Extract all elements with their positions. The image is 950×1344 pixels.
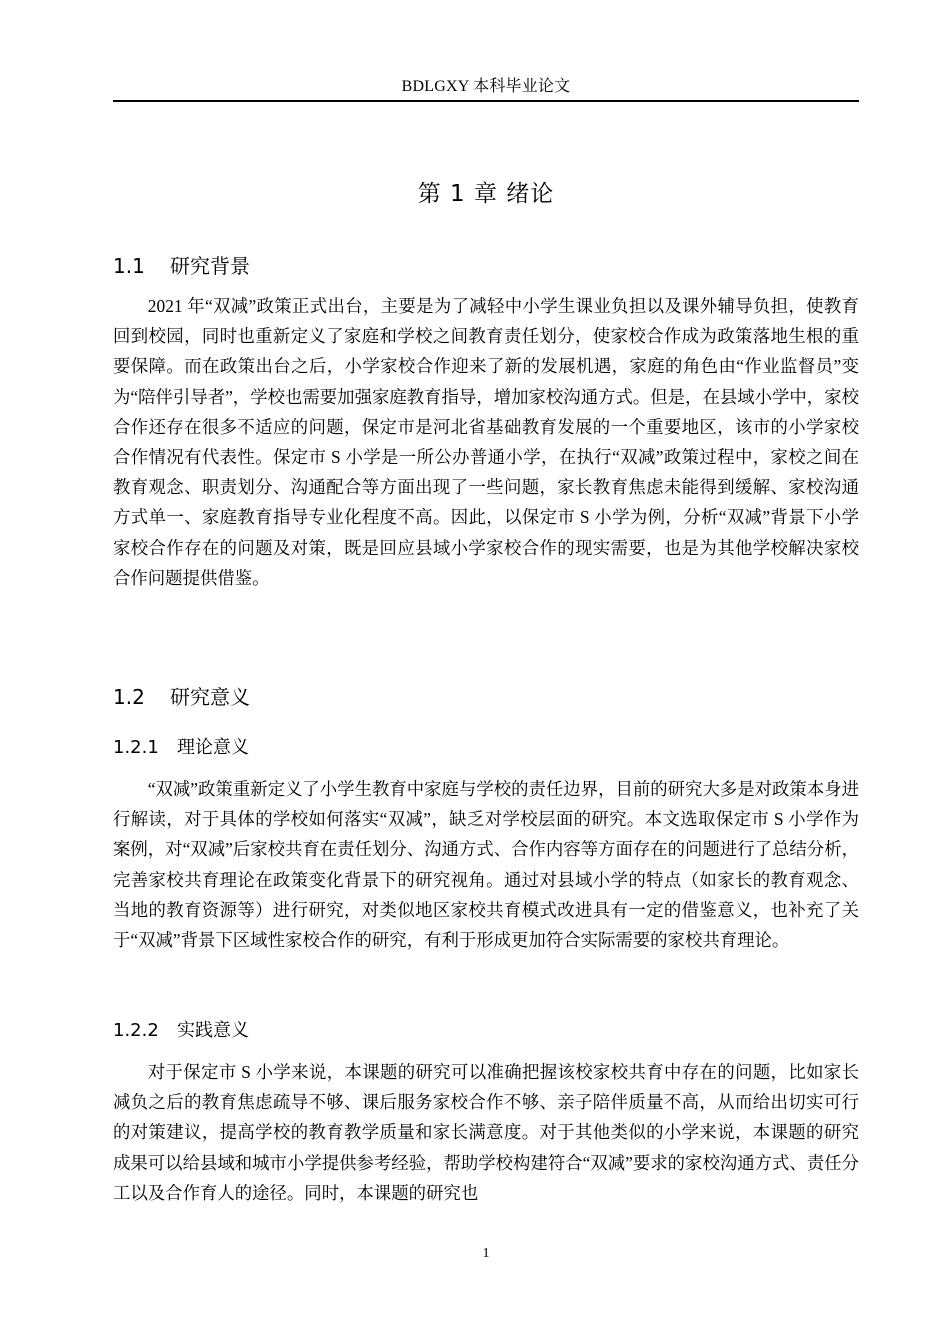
running-header: BDLGXY 本科毕业论文 [401,78,571,95]
section-heading-1-1 [113,252,250,280]
subsection-heading-1-2-2 [113,1018,249,1044]
subsection-title: 实践意义 [177,1020,249,1041]
section-title: 研究意义 [170,685,250,709]
subsection-title: 理论意义 [177,737,249,758]
section-title: 研究背景 [170,254,250,278]
header-rule [113,100,859,102]
section-number: 1.1 [113,254,145,278]
subsection-number: 1.2.2 [113,1020,159,1041]
paragraph-practical-significance: 对于保定市 S 小学来说，本课题的研究可以准确把握该校家校共育中存在的问题，比如家长减负之后的教育焦虑疏导不够、课后服务家校合作不够、亲子陪伴质量不高，从而给出切实可行的对策建议，提高学校的教育教学质量和家长满意度。对于其他类似的小学来说，本课题的研究成果可以给县域和城市小学提供参考经验，帮助学校构建符合“双减”要求的家校沟通方式、责任分工以及合作育人的途径。同时，本课题的研究也 [113,1062,859,1203]
section-heading-1-2 [113,683,250,711]
paragraph-research-background: 2021 年“双减”政策正式出台，主要是为了减轻中小学生课业负担以及课外辅导负担，使教育回到校园，同时也重新定义了家庭和学校之间教育责任划分，使家校合作成为政策落地生根的重要保障。而在政策出台之后，小学家校合作迎来了新的发展机遇，家庭的角色由“作业监督员”变为“陪伴引导者”，学校也需要加强家庭教育指导，增加家校沟通方式。但是，在县域小学中，家校合作还存在很多不适应的问题，保定市是河北省基础教育发展的一个重要地区，该市的小学家校合作情况有代表性。保定市 S 小学是一所公办普通小学，在执行“双减”政策过程中，家校之间在教育观念、职责划分、沟通配合等方面出现了一些问题，家长教育焦虑未能得到缓解、家校沟通方式单一、家庭教育指导专业化程度不高。因此，以保定市 S 小学为例，分析“双减”背景下小学家校合作存在的问题及对策，既是回应县域小学家校合作的现实需要，也是为其他学校解决家校合作问题提供借鉴。 [113,296,859,588]
paragraph-theoretical-significance: “双减”政策重新定义了小学生教育中家庭与学校的责任边界，目前的研究大多是对政策本身进行解读，对于具体的学校如何落实“双减”，缺乏对学校层面的研究。本文选取保定市 S 小学作为案例，对“双减”后家校共育在责任划分、沟通方式、合作内容等方面存在的问题进行了总结分析，完善家校共育理论在政策变化背景下的研究视角。通过对县域小学的特点（如家长的教育观念、当地的教育资源等）进行研究，对类似地区家校共育模式改进具有一定的借鉴意义，也补充了关于“双减”背景下区域性家校合作的研究，有利于形成更加符合实际需要的家校共育理论。 [113,779,859,951]
section-number: 1.2 [113,685,145,709]
page-number: 1 [482,1246,490,1261]
subsection-number: 1.2.1 [113,737,159,758]
subsection-heading-1-2-1 [113,735,249,761]
chapter-title: 第 1 章 绪论 [417,181,555,207]
